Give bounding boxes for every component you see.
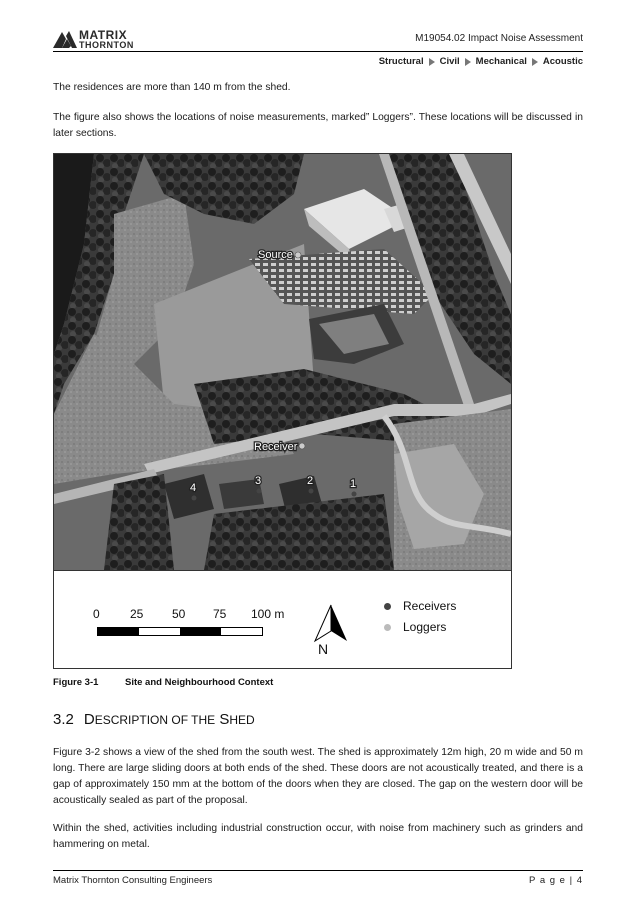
receiver-dot-1: [352, 492, 357, 497]
logger-dot-icon: [384, 624, 391, 631]
discipline-acoustic: Acoustic: [542, 56, 583, 67]
logo-mark-icon: [53, 30, 77, 48]
receiver-2-label: 2: [307, 475, 314, 487]
document-title: M19054.02 Impact Noise Assessment: [415, 33, 583, 44]
north-label: N: [318, 641, 329, 657]
scale-label-0: 0: [93, 607, 100, 621]
figure-caption: [53, 677, 274, 688]
triangle-arrow-icon: [532, 58, 538, 66]
caption-number: Figure 3-1: [53, 677, 99, 688]
map-legend-panel: [54, 570, 511, 668]
north-arrow-icon: [311, 603, 351, 655]
discipline-civil: Civil: [439, 56, 460, 67]
scale-label-100: 100 m: [251, 607, 285, 621]
section-title-initial: S: [219, 711, 230, 728]
receiver-marker: [254, 441, 305, 453]
receiver-dot-3: [257, 489, 262, 494]
footer-divider: [53, 870, 583, 871]
legend-loggers-label: Loggers: [403, 620, 447, 634]
triangle-arrow-icon: [465, 58, 471, 66]
receiver-dot-4: [192, 496, 197, 501]
caption-title: Site and Neighbourhood Context: [125, 677, 274, 688]
section-title-initial: D: [83, 711, 95, 728]
logger-dot-source: [295, 252, 301, 258]
scale-segment: [180, 628, 221, 635]
aerial-map-graphic: [54, 154, 511, 570]
triangle-arrow-icon: [429, 58, 435, 66]
paragraph-loggers: The figure also shows the locations of noise measurements, marked” Loggers”. These locations will be discussed in later sections.: [53, 112, 583, 139]
scale-segment: [221, 628, 262, 635]
logger-dot-receiver: [299, 443, 305, 449]
receiver-dot-icon: [384, 603, 391, 610]
legend-loggers: [384, 620, 446, 634]
receiver-dot-2: [309, 489, 314, 494]
header-divider: [53, 51, 583, 52]
section-title-part: ESCRIPTION OF THE: [94, 713, 216, 727]
logo-text-thornton: THORNTON: [79, 40, 134, 50]
receiver-3-label: 3: [255, 475, 262, 487]
scale-label-25: 25: [130, 607, 144, 621]
paragraph-residence-distance: The residences are more than 140 m from the shed.: [53, 82, 291, 93]
receiver-label: Receiver: [254, 441, 298, 453]
paragraph-shed-description: Figure 3-2 shows a view of the shed from the south west. The shed is approximately 12m high, 20 m wide and 50 m long. There are large sliding doors at both ends of the shed. These doors are not acoustically treated, and there is a gap of approximately 150 mm at the bottom of the doors when they are closed. The gap on the western door will be acoustically sealed as part of the proposal.: [53, 747, 583, 806]
section-heading: [53, 711, 255, 728]
legend-receivers-label: Receivers: [403, 599, 457, 613]
paragraph-shed-activities: Within the shed, activities including industrial construction occur, with noise from machinery such as grinders and hammering on metal.: [53, 823, 583, 850]
footer-page-number: P a g e | 4: [529, 875, 583, 886]
discipline-structural: Structural: [378, 56, 424, 67]
source-label: Source: [258, 249, 293, 261]
discipline-list: [379, 56, 583, 67]
scale-label-50: 50: [172, 607, 186, 621]
aerial-photo: [54, 154, 511, 570]
logo-text-matrix: MATRIX: [79, 28, 128, 42]
discipline-mechanical: Mechanical: [475, 56, 527, 67]
section-number: 3.2: [53, 711, 74, 728]
scale-segment: [139, 628, 180, 635]
scale-bar: [97, 627, 263, 636]
site-figure: [53, 153, 512, 669]
legend-receivers: [384, 599, 456, 613]
section-title-part: HED: [229, 713, 255, 727]
receiver-1-label: 1: [350, 478, 357, 490]
footer-company: Matrix Thornton Consulting Engineers: [53, 875, 213, 886]
scale-label-75: 75: [213, 607, 227, 621]
company-logo: [53, 28, 143, 52]
scale-segment: [98, 628, 139, 635]
receiver-4-label: 4: [190, 482, 197, 494]
